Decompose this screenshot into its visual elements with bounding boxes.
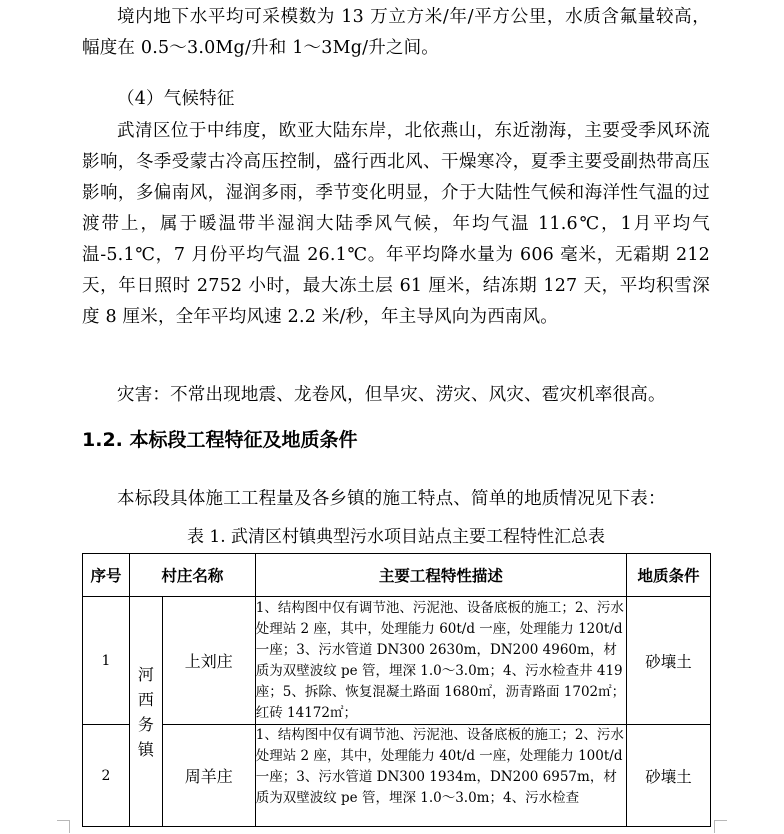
village-name: 周羊庄	[162, 725, 255, 827]
row-index: 1	[83, 597, 130, 725]
climate-paragraph: 武清区位于中纬度，欧亚大陆东岸，北依燕山，东近渤海，主要受季风环流影响，冬季受蒙古冷高压控制，盛行西北风、干燥寒冷，夏季主要受副热带高压影响，多偏南风，湿润多雨，季节变化明显，介于大陆性气候和海洋性气温的过渡带上，属于暖温带半湿润大陆季风气候，年均气温 11.6℃，1月平均气温-5.1℃，7 月份平均气温 26.1℃。年平均降水量为 606 毫米，无霜期 212 天，年日照时 2752 小时，最大冻土层 61 厘米，结冻期 127 天，平均积雪深度 8 厘米，全年平均风速 2.2 米/秒，年主导风向为西南风。	[82, 121, 710, 327]
groundwater-paragraph: 境内地下水平均可采模数为 13 万立方米/年/平方公里，水质含氟量较高，幅度在 0.5～3.0Mg/升和 1～3Mg/升之间。	[82, 7, 710, 58]
table-row	[83, 597, 711, 725]
town-name: 河西务镇	[129, 597, 162, 827]
row-description: 1、结构图中仅有调节池、污泥池、设备底板的施工；2、污水处理站 2 座，其中，处理能力 60t/d 一座，处理能力 120t/d 一座；3、污水管道 DN300 2630m，DN200 4960m，材质为双壁波纹 pe 管，埋深 1.0～3.0m；4、污水检查井 419 座；5、拆除、恢复混凝土路面 1680㎡，沥青路面 1702㎡；红砖 14172㎡；	[255, 597, 626, 725]
table-intro-paragraph: 本标段具体施工工程量及各乡镇的施工特点、简单的地质情况见下表：	[117, 489, 666, 509]
climate-subheading: （4）气候特征	[117, 89, 235, 109]
margin-mark-bottom-left	[57, 820, 70, 833]
header-description: 主要工程特性描述	[255, 554, 626, 597]
table-header-row	[83, 554, 711, 597]
header-index: 序号	[83, 554, 130, 597]
row-description	[255, 725, 626, 827]
row-index: 2	[83, 725, 130, 827]
table-row	[83, 725, 711, 827]
header-village: 村庄名称	[129, 554, 255, 597]
village-name: 上刘庄	[162, 597, 255, 725]
header-geology: 地质条件	[627, 554, 711, 597]
table-caption: 表 1. 武清区村镇典型污水项目站点主要工程特性汇总表	[186, 527, 606, 547]
section-heading: 1.2. 本标段工程特征及地质条件	[82, 429, 358, 451]
row-geology: 砂壤土	[627, 597, 711, 725]
disaster-paragraph: 灾害：不常出现地震、龙卷风，但旱灾、涝灾、风灾、雹灾机率很高。	[117, 385, 666, 405]
row-description-text: 1、结构图中仅有调节池、污泥池、设备底板的施工；2、污水处理站 2 座，其中，处理能力 40t/d 一座，处理能力 100t/d 一座；3、污水管道 DN300 1934m，DN200 6957m，材质为双壁波纹 pe 管，埋深 1.0～3.0m；4、污水检查	[255, 727, 624, 806]
margin-mark-bottom-right	[714, 820, 727, 833]
row-geology: 砂壤土	[627, 725, 711, 827]
engineering-table	[82, 553, 711, 827]
